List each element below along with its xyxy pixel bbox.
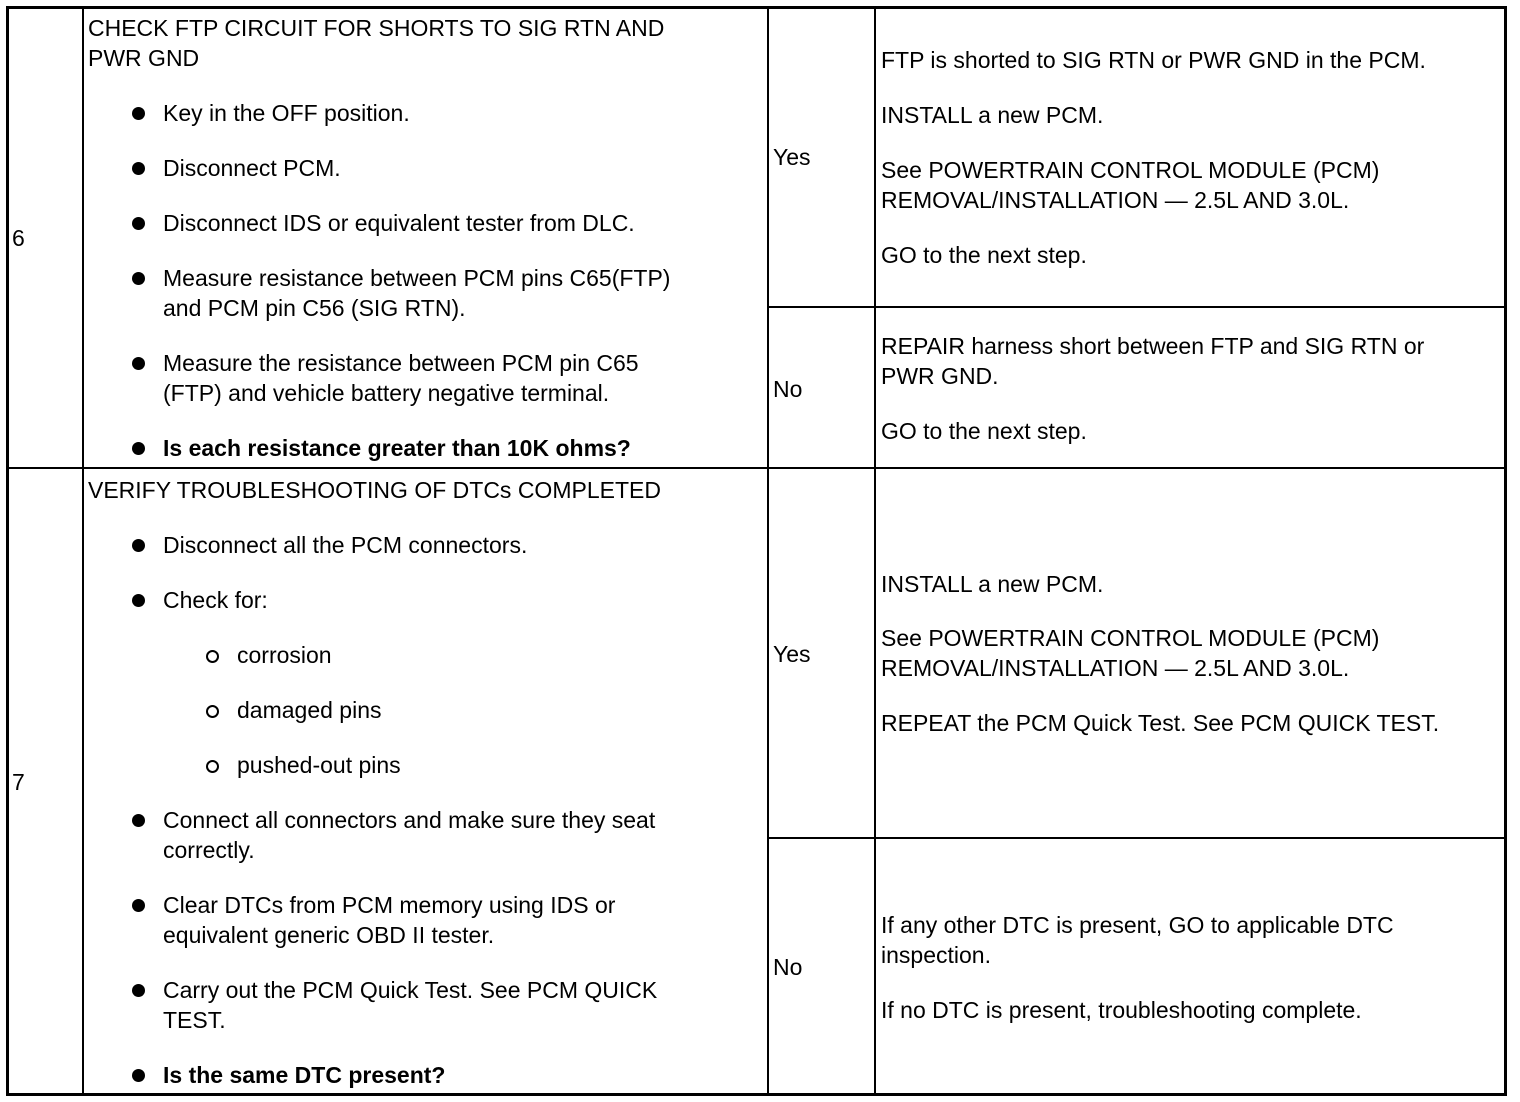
- no-label: No: [773, 954, 803, 980]
- step-title: PWR GND: [88, 45, 200, 71]
- bullet-icon: [132, 814, 145, 827]
- yes-result: INSTALL a new PCM.: [881, 571, 1104, 597]
- no-result: If any other DTC is present, GO to applicable DTC: [881, 912, 1394, 938]
- action-item: Key in the OFF position.: [163, 100, 410, 126]
- column-divider-step: [82, 8, 84, 1094]
- action-item: Measure the resistance between PCM pin C65: [163, 350, 639, 376]
- sub-bullet-icon: [206, 760, 219, 773]
- action-item: and PCM pin C56 (SIG RTN).: [163, 295, 466, 321]
- bullet-icon: [132, 899, 145, 912]
- action-item: Disconnect PCM.: [163, 155, 341, 181]
- bullet-icon: [132, 442, 145, 455]
- step-number: 7: [12, 769, 25, 795]
- yes-result: See POWERTRAIN CONTROL MODULE (PCM): [881, 157, 1380, 183]
- step-number: 6: [12, 225, 25, 251]
- action-item: equivalent generic OBD II tester.: [163, 922, 495, 948]
- action-item: Disconnect all the PCM connectors.: [163, 532, 528, 558]
- bullet-icon: [132, 357, 145, 370]
- yes-result: REMOVAL/INSTALLATION — 2.5L AND 3.0L.: [881, 187, 1350, 213]
- action-item: Disconnect IDS or equivalent tester from DLC.: [163, 210, 635, 236]
- no-result: GO to the next step.: [881, 418, 1087, 444]
- bullet-icon: [132, 107, 145, 120]
- question-item: Is the same DTC present?: [163, 1062, 446, 1088]
- sub-item: pushed-out pins: [237, 752, 401, 778]
- bullet-icon: [132, 272, 145, 285]
- no-result: inspection.: [881, 942, 991, 968]
- action-item: Measure resistance between PCM pins C65(FTP): [163, 265, 671, 291]
- bullet-icon: [132, 984, 145, 997]
- bullet-icon: [132, 539, 145, 552]
- bullet-icon: [132, 1069, 145, 1082]
- yes-result: FTP is shorted to SIG RTN or PWR GND in the PCM.: [881, 47, 1426, 73]
- step-title: VERIFY TROUBLESHOOTING OF DTCs COMPLETED: [88, 477, 661, 503]
- column-divider-result: [874, 8, 876, 1094]
- column-divider-action: [767, 8, 769, 1094]
- sub-bullet-icon: [206, 705, 219, 718]
- no-result: If no DTC is present, troubleshooting complete.: [881, 997, 1362, 1023]
- no-result: REPAIR harness short between FTP and SIG RTN or: [881, 333, 1425, 359]
- bullet-icon: [132, 162, 145, 175]
- action-item: Carry out the PCM Quick Test. See PCM QUICK: [163, 977, 658, 1003]
- yes-result: REMOVAL/INSTALLATION — 2.5L AND 3.0L.: [881, 655, 1350, 681]
- bullet-icon: [132, 594, 145, 607]
- yes-result: REPEAT the PCM Quick Test. See PCM QUICK TEST.: [881, 710, 1440, 736]
- sub-bullet-icon: [206, 650, 219, 663]
- yes-label: Yes: [773, 641, 811, 667]
- action-item: Clear DTCs from PCM memory using IDS or: [163, 892, 616, 918]
- sub-item: damaged pins: [237, 697, 382, 723]
- question-item: Is each resistance greater than 10K ohms?: [163, 435, 631, 461]
- yes-result: GO to the next step.: [881, 242, 1087, 268]
- action-item: (FTP) and vehicle battery negative terminal.: [163, 380, 610, 406]
- row-divider: [8, 467, 1505, 469]
- row7-yes-no-divider: [768, 837, 1505, 839]
- bullet-icon: [132, 217, 145, 230]
- action-item: TEST.: [163, 1007, 226, 1033]
- yes-result: INSTALL a new PCM.: [881, 102, 1104, 128]
- action-item: correctly.: [163, 837, 255, 863]
- action-item: Connect all connectors and make sure they seat: [163, 807, 656, 833]
- step-title: CHECK FTP CIRCUIT FOR SHORTS TO SIG RTN AND: [88, 15, 665, 41]
- no-label: No: [773, 376, 803, 402]
- row6-yes-no-divider: [768, 306, 1505, 308]
- yes-label: Yes: [773, 144, 811, 170]
- sub-item: corrosion: [237, 642, 332, 668]
- yes-result: See POWERTRAIN CONTROL MODULE (PCM): [881, 625, 1380, 651]
- action-item: Check for:: [163, 587, 268, 613]
- no-result: PWR GND.: [881, 363, 999, 389]
